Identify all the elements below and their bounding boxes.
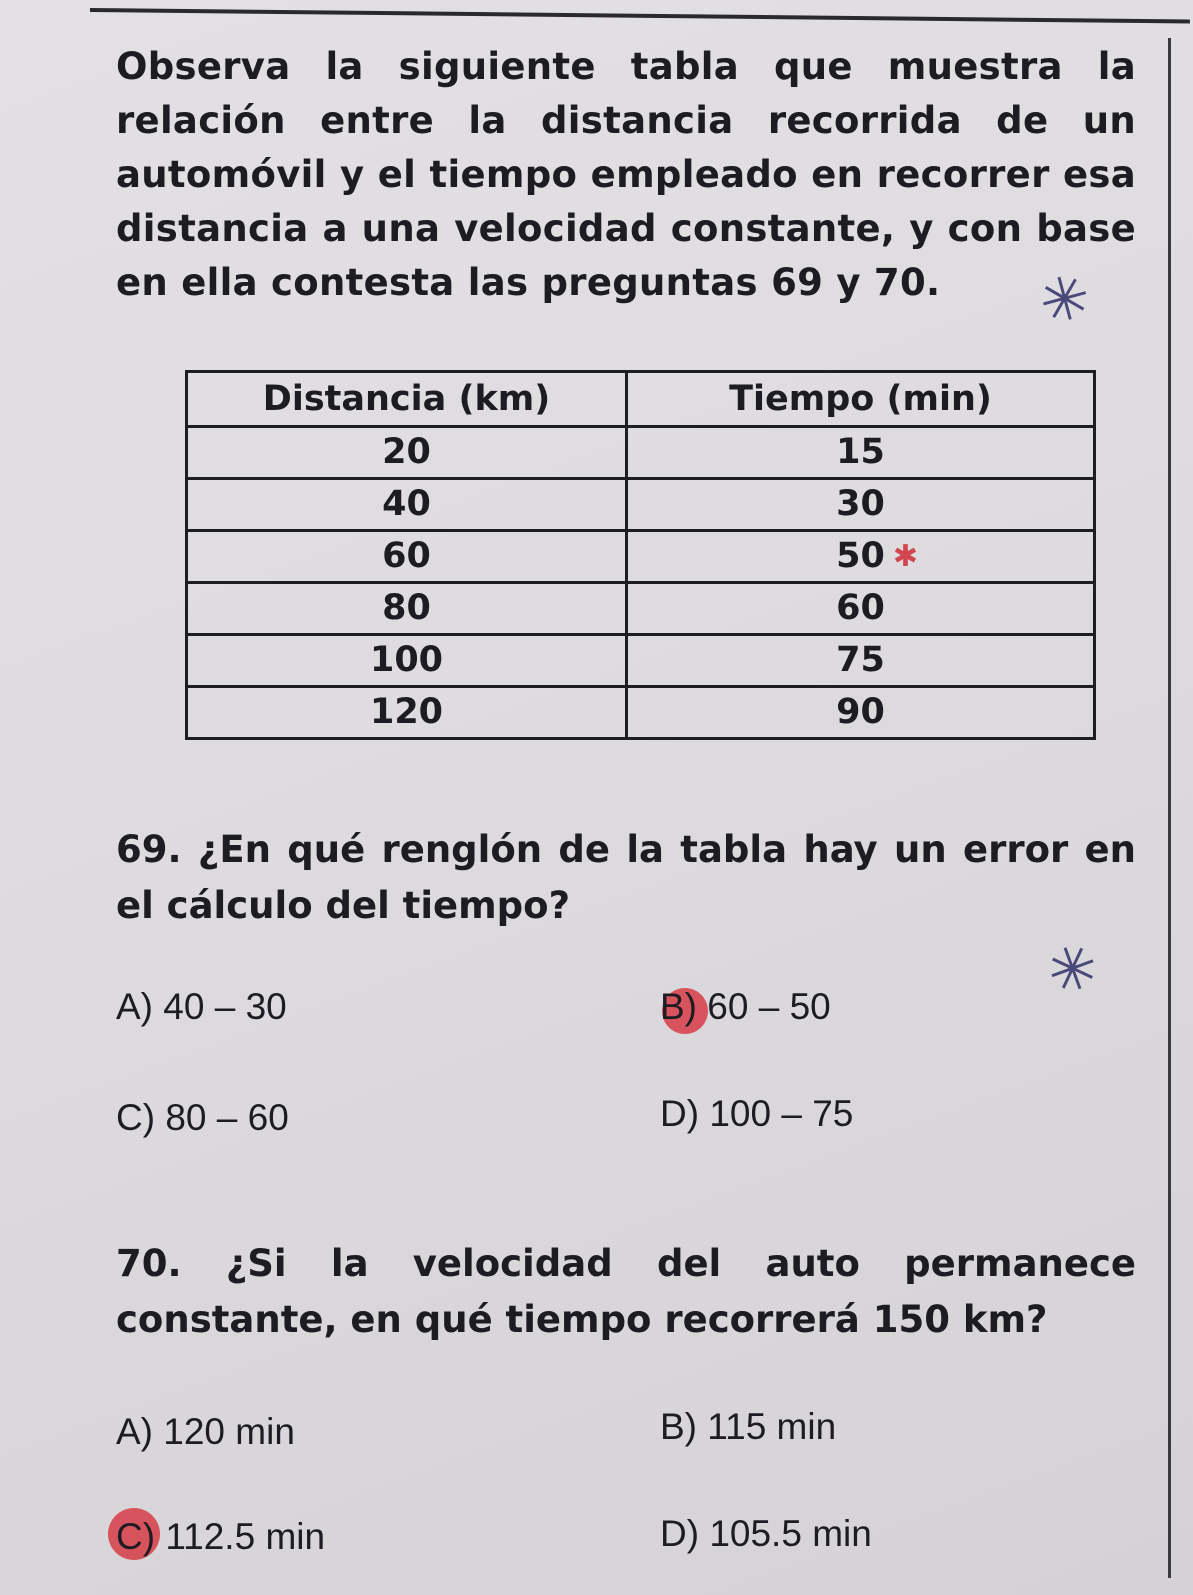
cell-time-value: 50 (836, 536, 885, 576)
cell-distance: 20 (187, 427, 627, 479)
cell-time: 90 (627, 687, 1095, 739)
q69-option-c[interactable]: C) 80 – 60 (116, 1097, 289, 1138)
pen-star-mark-69: ✳ (1037, 928, 1109, 1012)
cell-distance: 80 (187, 583, 627, 635)
question-69: 69. ¿En qué renglón de la tabla hay un error en el cálculo del tiempo? (116, 828, 1136, 927)
cell-distance: 60 (187, 531, 627, 583)
cell-time: 15 (627, 427, 1095, 479)
page-top-edge (90, 8, 1190, 24)
page-right-edge (1168, 38, 1171, 1578)
cell-time: 60 (627, 583, 1095, 635)
cell-time-marked (627, 531, 1095, 583)
q70-option-a[interactable]: A) 120 min (116, 1411, 295, 1452)
q69-option-b[interactable]: B) 60 – 50 (660, 986, 831, 1027)
header-distance: Distancia (km) (187, 372, 627, 427)
question-70: 70. ¿Si la velocidad del auto permanece constante, en qué tiempo recorrerá 150 km? (116, 1242, 1136, 1341)
pen-star-mark-top: ✳ (1031, 259, 1099, 341)
table-row (187, 687, 1095, 739)
q69-option-d[interactable]: D) 100 – 75 (660, 1093, 854, 1134)
distance-time-table (185, 370, 1096, 740)
cell-distance: 100 (187, 635, 627, 687)
q70-option-c[interactable]: C) 112.5 min (116, 1516, 326, 1557)
cell-distance: 120 (187, 687, 627, 739)
cell-time: 30 (627, 479, 1095, 531)
q70-option-b[interactable]: B) 115 min (660, 1406, 837, 1447)
table-row (187, 427, 1095, 479)
intro-paragraph: Observa la siguiente tabla que muestra la relación entre la distancia recorrida de un automóvil y el tiempo empleado en recorrer esa distancia a una velocidad constante, y con base en ella contesta las preguntas 69 y 70. (116, 45, 1136, 304)
table-header-row (187, 372, 1095, 427)
table-row (187, 635, 1095, 687)
table-row (187, 479, 1095, 531)
header-time: Tiempo (min) (627, 372, 1095, 427)
q69-option-a[interactable]: A) 40 – 30 (116, 986, 287, 1027)
cell-distance: 40 (187, 479, 627, 531)
cell-time: 75 (627, 635, 1095, 687)
q70-option-d[interactable]: D) 105.5 min (660, 1513, 872, 1554)
table-row (187, 583, 1095, 635)
table-row (187, 531, 1095, 583)
red-asterisk-mark: ✱ (892, 539, 918, 574)
